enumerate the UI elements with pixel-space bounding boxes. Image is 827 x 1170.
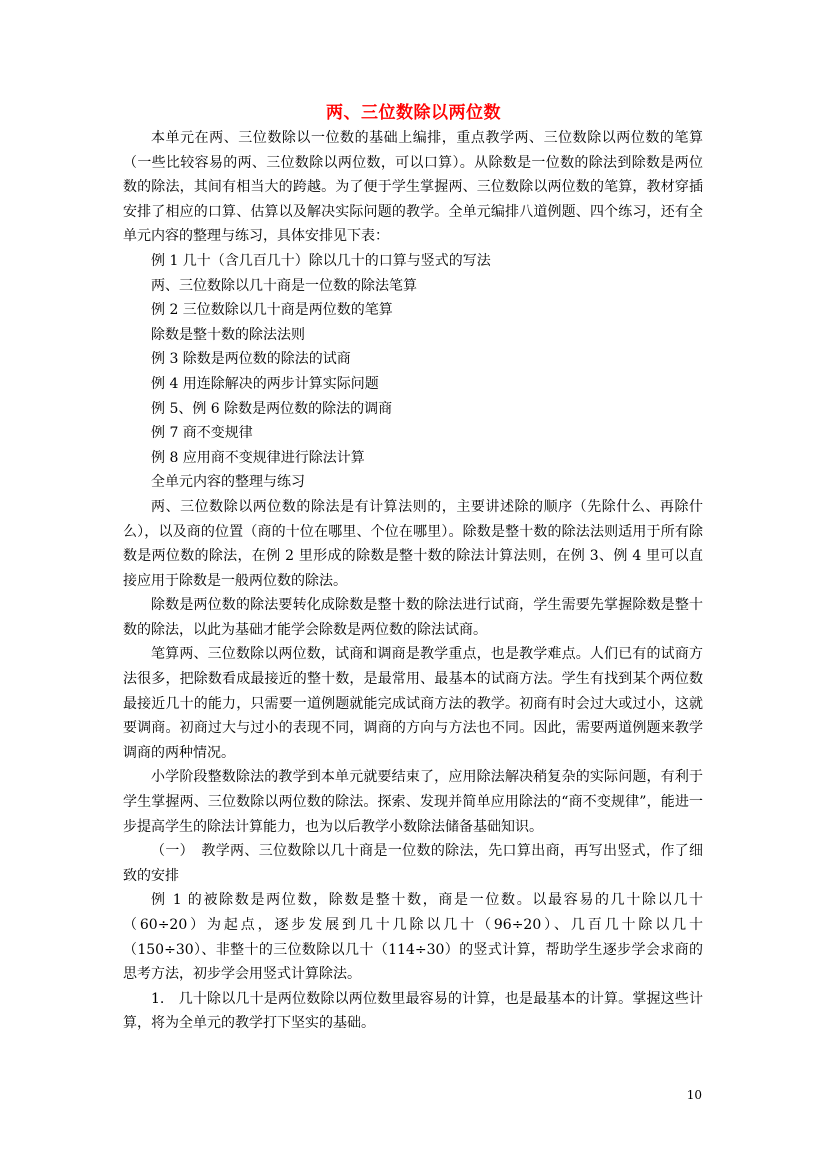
- paragraph: 两、三位数除以几十商是一位数的除法笔算: [151, 277, 417, 294]
- paragraph: （一） 教学两、三位数除以几十商是一位数的除法，先口算出商，再写出竖式，作了细致的安排: [123, 843, 703, 884]
- page-title: 两、三位数除以两位数: [326, 103, 501, 123]
- paragraph: 例 7 商不变规律: [151, 425, 253, 442]
- paragraph: 除数是两位数的除法要转化成除数是整十数的除法进行试商，学生需要先掌握除数是整十数的除法，以此为基础才能学会除数是两位数的除法试商。: [123, 597, 703, 638]
- paragraph: 小学阶段整数除法的教学到本单元就要结束了，应用除法解决稍复杂的实际问题，有利于学生掌握两、三位数除以两位数的除法。探索、发现并简单应用除法的“商不变规律”，能进一步提高学生的除法计算能力，也为以后教学小数除法储备基础知识。: [123, 769, 703, 835]
- paragraph: 全单元内容的整理与练习: [151, 474, 305, 491]
- paragraph: 例 2 三位数除以几十商是两位数的笔算: [151, 302, 393, 319]
- paragraph: 两、三位数除以两位数的除法是有计算法则的，主要讲述除的顺序（先除什么、再除什么），以及商的位置（商的十位在哪里、个位在哪里）。除数是整十数的除法法则适用于所有除数是两位数的除法，在例 2 里形成的除数是整十数的除法计算法则，在例 3、例 4 里可以直接应用于除数是一般两位数的除法。: [123, 498, 703, 589]
- paragraph: 笔算两、三位数除以两位数，试商和调商是教学重点，也是教学难点。人们已有的试商方法很多，把除数看成最接近的整十数，是最常用、最基本的试商方法。学生有找到某个两位数最接近几十的能力，只需要一道例题就能完成试商方法的教学。初商有时会过大或过小，这就要调商。初商过大与过小的表现不同，调商的方向与方法也不同。因此，需要两道例题来教学调商的两种情况。: [123, 646, 703, 761]
- paragraph: 本单元在两、三位数除以一位数的基础上编排，重点教学两、三位数除以两位数的笔算（一些比较容易的两、三位数除以两位数，可以口算）。从除数是一位数的除法到除数是两位数的除法，其间有相当大的跨越。为了便于学生掌握两、三位数除以两位数的笔算，教材穿插安排了相应的口算、估算以及解决实际问题的教学。全单元编排八道例题、四个练习，还有全单元内容的整理与练习，具体安排见下表：: [123, 130, 703, 245]
- page-number: 10: [686, 1088, 702, 1102]
- paragraph: 例 4 用连除解决的两步计算实际问题: [151, 375, 379, 392]
- paragraph: 例 3 除数是两位数的除法的试商: [151, 351, 351, 368]
- body-text: [123, 126, 703, 1036]
- paragraph: 1. 几十除以几十是两位数除以两位数里最容易的计算，也是最基本的计算。掌握这些计算，将为全单元的教学打下坚实的基础。: [123, 990, 703, 1032]
- paragraph: 例 8 应用商不变规律进行除法计算: [151, 449, 365, 466]
- paragraph: 例 1 的被除数是两位数，除数是整十数，商是一位数。以最容易的几十除以几十（60÷20）为起点，逐步发展到几十几除以几十（96÷20）、几百几十除以几十（150÷30）、非整十的三位数除以几十（114÷30）的竖式计算，帮助学生逐步学会求商的思考方法，初步学会用竖式计算除法。: [123, 892, 703, 983]
- paragraph: 例 1 几十（含几百几十）除以几十的口算与竖式的写法: [151, 252, 491, 269]
- paragraph: 除数是整十数的除法法则: [151, 326, 305, 343]
- paragraph: 例 5、例 6 除数是两位数的除法的调商: [151, 400, 393, 417]
